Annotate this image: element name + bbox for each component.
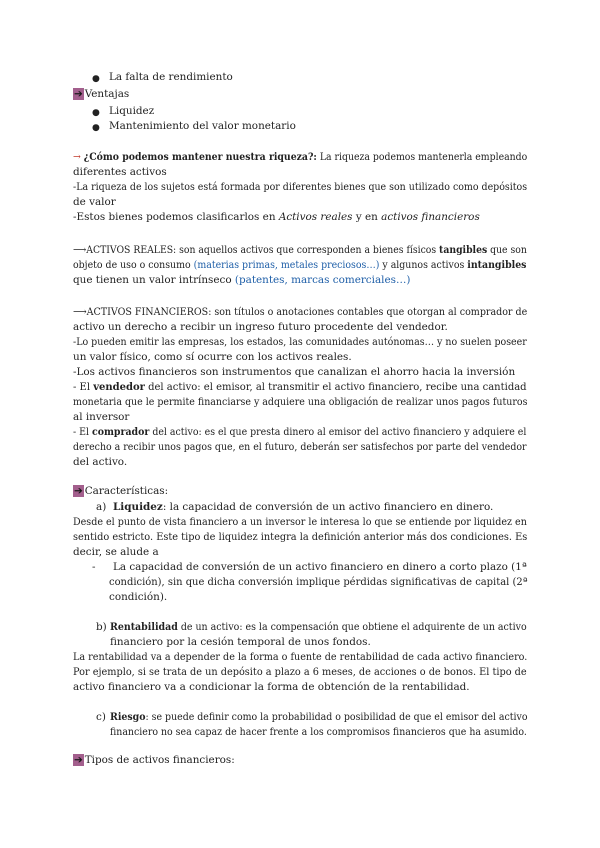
- text-line: Mantenimiento del valor monetario: [109, 120, 296, 132]
- text-line: activo un derecho a recibir un ingreso futuro procedente del vendedor.: [73, 321, 448, 333]
- text-line: del activo.: [73, 456, 128, 468]
- text-line: - El comprador del activo: es el que presta dinero al emisor del activo financiero y adquiere el: [73, 426, 527, 438]
- text-line: ⟶ACTIVOS FINANCIEROS: son títulos o anotaciones contables que otorgan al comprador de: [73, 306, 528, 318]
- text-line: -Estos bienes podemos clasificarlos en Activos reales y en activos financieros: [73, 211, 480, 223]
- long-arrow-icon: ⟶: [73, 306, 87, 318]
- text-line: -Lo pueden emitir las empresas, los estados, las comunidades autónomas… y no suelen poseer: [73, 336, 527, 348]
- list-marker: b): [96, 621, 107, 633]
- text-line: Liquidez: [109, 105, 155, 117]
- text-line: La rentabilidad va a depender de la forma o fuente de rentabilidad de cada activo financiero.: [73, 651, 528, 663]
- text-line: La falta de rendimiento: [109, 71, 233, 83]
- text-line: que tienen un valor intrínseco (patentes, marcas comerciales…): [73, 274, 411, 286]
- arrow-icon: ➔: [74, 88, 83, 100]
- text-line: -La riqueza de los sujetos está formada por diferentes bienes que son utilizado como depósitos: [73, 181, 528, 193]
- text-line: Por ejemplo, si se trata de un depósito a plazo a 6 meses, de acciones o de bonos. El tipo de: [73, 666, 527, 678]
- bullet-icon: ●: [92, 123, 100, 133]
- text-line: - El vendedor del activo: el emisor, al transmitir el activo financiero, recibe una cantidad: [73, 381, 527, 393]
- long-arrow-icon: ⟶: [73, 244, 87, 256]
- text-line: diferentes activos: [73, 166, 167, 178]
- list-marker: c): [96, 711, 106, 723]
- text-line: activo financiero va a condicionar la forma de obtención de la rentabilidad.: [73, 681, 470, 693]
- text-line: condición), sin que dicha conversión implique pérdidas significativas de capital (2ª: [109, 576, 528, 588]
- bullet-icon: ●: [92, 74, 100, 84]
- heading-caracteristicas: ➔ Características:: [74, 485, 169, 497]
- text-line: La capacidad de conversión de un activo financiero en dinero a corto plazo (1ª: [113, 561, 527, 573]
- arrow-icon: →: [73, 151, 81, 163]
- text-line: Rentabilidad de un activo: es la compensación que obtiene el adquirente de un activo: [110, 621, 527, 633]
- text-line: un valor físico, como sí ocurre con los activos reales.: [73, 351, 352, 363]
- arrow-icon: ➔: [74, 754, 83, 766]
- text-line: al inversor: [73, 411, 130, 423]
- list-marker: a): [96, 501, 107, 513]
- heading-tipos: ➔ Tipos de activos financieros:: [74, 754, 235, 766]
- text-line: -Los activos financieros son instrumentos que canalizan el ahorro hacia la inversión: [73, 366, 516, 378]
- text-line: derecho a recibir unos pagos que, en el futuro, deberán ser satisfechos por parte del vendedor: [73, 441, 527, 453]
- text-line: objeto de uso o consumo (materias primas, metales preciosos…) y algunos activos intangibles: [73, 259, 527, 271]
- dash-marker: -: [92, 561, 96, 573]
- text-line: monetaria que le permite financiarse y adquiere una obligación de realizar unos pagos futuros: [73, 396, 528, 408]
- text-line: ⟶ACTIVOS REALES: son aquellos activos que corresponden a bienes físicos tangibles que son: [73, 244, 527, 256]
- text-line: Liquidez: la capacidad de conversión de un activo financiero en dinero.: [113, 501, 494, 513]
- text-line: Riesgo: se puede definir como la probabilidad o posibilidad de que el emisor del activo: [110, 711, 528, 723]
- text-line: Desde el punto de vista financiero a un inversor le interesa lo que se entiende por liquidez en: [73, 516, 527, 528]
- text-line: condición).: [109, 591, 168, 603]
- question-line: → ¿Cómo podemos mantener nuestra riqueza?: La riqueza podemos mantenerla empleando: [73, 151, 528, 163]
- arrow-icon: ➔: [74, 485, 83, 497]
- text-line: financiero por la cesión temporal de unos fondos.: [110, 636, 371, 648]
- heading-ventajas: ➔ Ventajas: [74, 88, 130, 100]
- bullet-icon: ●: [92, 108, 100, 118]
- text-line: sentido estricto. Este tipo de liquidez integra la definición anterior más dos condiciones. Es: [73, 531, 528, 543]
- text-line: de valor: [73, 196, 116, 208]
- text-line: decir, se alude a: [73, 546, 159, 558]
- text-line: financiero no sea capaz de hacer frente a los compromisos financieros que ha asumido.: [110, 726, 527, 738]
